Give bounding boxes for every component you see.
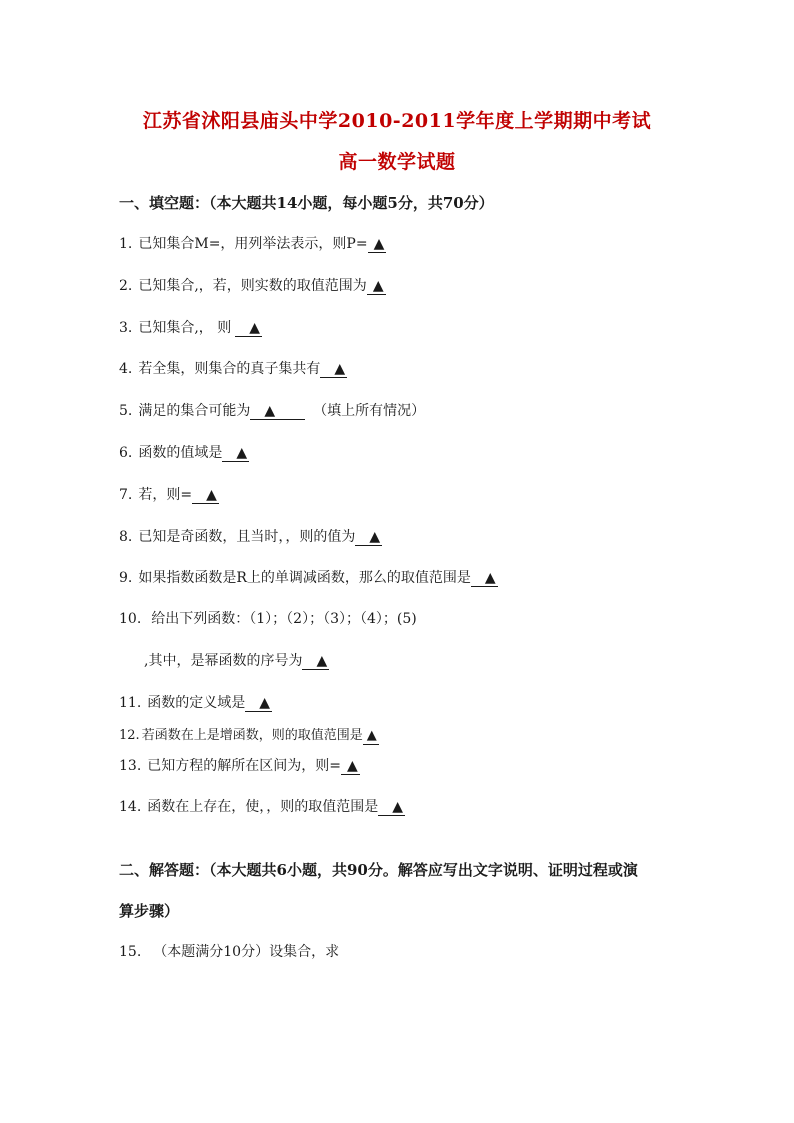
question-text: 若，则= [138,487,193,503]
answer-blank: ▲ [320,361,347,378]
question-text: 函数的定义域是 [147,695,246,711]
exam-title: 江苏省沭阳县庙头中学2010-2011学年度上学期期中考试 [142,110,652,132]
question-3 [119,317,262,337]
answer-blank: ▲ [341,758,360,775]
question-text: 已知是奇函数，且当时，，则的值为 [138,529,356,545]
answer-blank: ▲ [245,695,272,712]
question-1 [119,233,386,253]
question-13 [119,755,360,775]
question-5 [119,400,425,420]
answer-blank: ▲ [302,653,329,670]
question-11 [119,692,272,712]
question-number: 10. [119,611,142,627]
answer-blank: ▲ [471,570,498,587]
question-4 [119,358,347,378]
question-9 [119,567,498,587]
question-number: 5. [119,403,133,419]
answer-blank: ▲ [363,728,379,745]
question-2 [119,275,386,295]
question-text: 已知集合,，若，则实数的取值范围为 [138,278,367,294]
question-text: 函数的值域是 [138,445,223,461]
answer-blank: ▲ [367,278,386,295]
question-number: 14. [119,799,142,815]
question-text: 已知集合,， 则 [138,320,232,336]
answer-blank: ▲ [368,236,387,253]
answer-blank: ▲ [355,529,382,546]
section-fill-in-heading: 一、填空题：（本大题共14小题，每小题5分，共70分） [119,194,494,212]
answer-blank: ▲ [235,320,262,337]
question-number: 4. [119,361,133,377]
question-number: 1. [119,236,133,252]
question-text: 满足的集合可能为 [138,403,251,419]
question-number: 9. [119,570,133,586]
exam-subtitle: 高一数学试题 [338,151,456,173]
question-10-continued [144,650,329,670]
question-8 [119,526,382,546]
answer-blank: ▲ [222,445,249,462]
question-10 [119,608,417,628]
question-note: （填上所有情况） [313,403,426,419]
question-text: 已知方程的解所在区间为，则= [147,758,341,774]
question-7 [119,484,219,504]
question-number: 6. [119,445,133,461]
question-text: 已知集合M=，用列举法表示，则P= [138,236,368,252]
section-answer-heading-continued: 算步骤） [119,902,180,920]
question-text: ,其中，是幂函数的序号为 [144,653,303,669]
answer-blank: ▲ [250,403,305,420]
question-text: 给出下列函数：（1）；（2）；（3）；（4）；(5) [151,611,417,627]
question-text: （本题满分10分）设集合，求 [153,944,340,960]
answer-blank: ▲ [378,799,405,816]
question-text: 如果指数函数是R上的单调减函数，那么的取值范围是 [138,570,471,586]
question-text: 若函数在上是增函数，则的取值范围是 [141,728,363,743]
question-number: 12. [119,728,140,743]
section-answer-heading: 二、解答题：（本大题共6小题，共90分。解答应写出文字说明、证明过程或演 [119,861,638,879]
question-number: 13. [119,758,142,774]
question-15 [119,941,339,961]
question-number: 7. [119,487,133,503]
question-text: 若全集，则集合的真子集共有 [138,361,321,377]
question-number: 3. [119,320,133,336]
answer-blank: ▲ [192,487,219,504]
question-12 [119,724,379,745]
question-number: 11. [119,695,142,711]
question-number: 2. [119,278,133,294]
question-14 [119,796,405,816]
question-number: 8. [119,529,133,545]
question-6 [119,442,249,462]
question-number: 15. [119,944,142,960]
question-text: 函数在上存在，使，，则的取值范围是 [147,799,379,815]
